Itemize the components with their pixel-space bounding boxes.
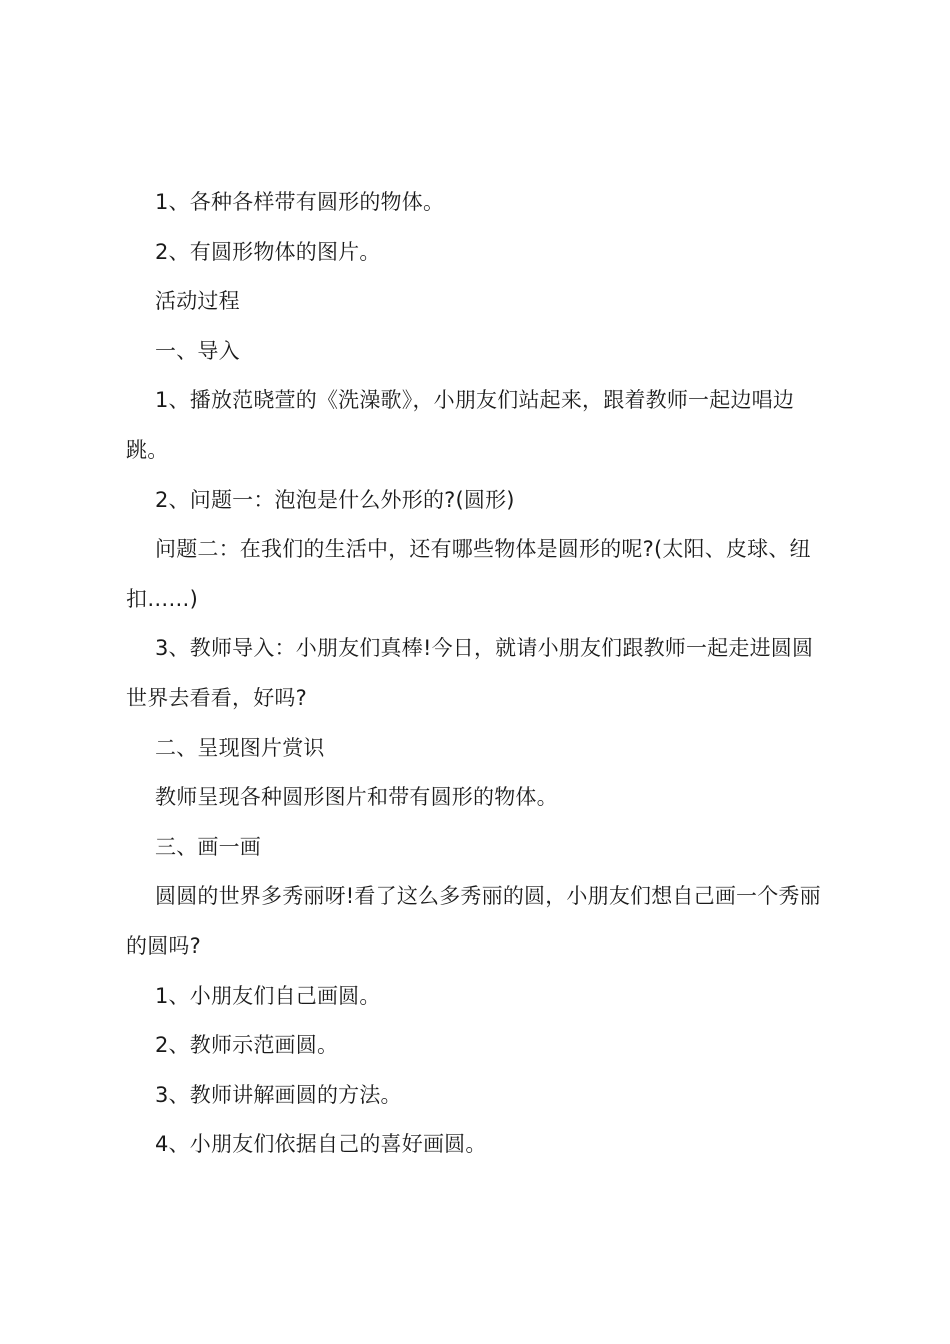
draw-step-1: 1、小朋友们自己画圆。 [155, 983, 381, 1008]
draw-intro-text: 圆圆的世界多秀丽呀!看了这么多秀丽的圆，小朋友们想自己画一个秀丽的圆吗? [126, 884, 821, 958]
intro-step-2-question-1: 2、问题一：泡泡是什么外形的?(圆形) [155, 487, 515, 512]
document-page [126, 178, 832, 1170]
draw-step-2: 2、教师示范画圆。 [155, 1033, 339, 1058]
materials-item-1: 1、各种各样带有圆形的物体。 [155, 190, 445, 214]
intro-step-3: 3、教师导入：小朋友们真棒!今日，就请小朋友们跟教师一起走进圆圆世界去看看，好吗? [126, 636, 814, 710]
section-heading-activity-process: 活动过程 [155, 289, 240, 314]
show-pictures-text: 教师呈现各种圆形图片和带有圆形的物体。 [155, 785, 558, 810]
draw-step-3: 3、教师讲解画圆的方法。 [155, 1082, 402, 1107]
intro-step-1: 1、播放范晓萱的《洗澡歌》，小朋友们站起来，跟着教师一起边唱边跳。 [126, 388, 795, 462]
section-heading-show-pictures: 二、呈现图片赏识 [155, 735, 325, 760]
section-heading-draw: 三、画一画 [155, 834, 261, 859]
section-heading-introduction: 一、导入 [155, 338, 240, 363]
draw-step-4: 4、小朋友们依据自己的喜好画圆。 [155, 1132, 487, 1157]
intro-question-2: 问题二：在我们的生活中，还有哪些物体是圆形的呢?(太阳、皮球、纽扣……) [126, 537, 811, 611]
materials-item-2: 2、有圆形物体的图片。 [155, 239, 381, 264]
